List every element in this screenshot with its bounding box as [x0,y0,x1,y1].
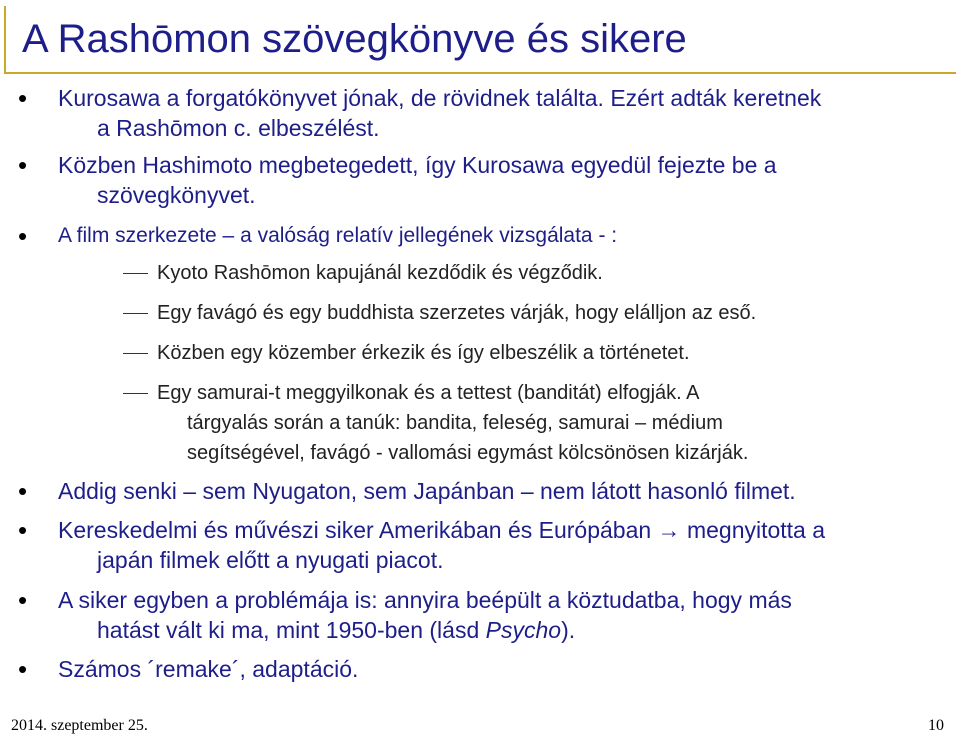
bullet-icon: • [18,654,28,684]
bullet-1-line-1: Kurosawa a forgatókönyvet jónak, de rövidnek találta. Ezért adták keretnek [58,85,822,111]
sub-bullet-dash [123,393,148,394]
sub-item-4-line-1: Egy samurai-t meggyilkonak és a tettest (banditát) elfogják. A [157,382,700,404]
bullet-icon: • [18,221,28,251]
title-rule-horizontal [4,72,956,74]
bullet-6-line-2 [97,615,575,645]
bullet-icon: • [18,585,28,615]
title-rule-vertical [4,6,6,74]
bullet-5-line-1: Kereskedelmi és művészi siker Amerikában és Európában → megnyitotta a [58,517,826,543]
sub-item-3: Közben egy közember érkezik és így elbeszélik a történetet. [157,342,690,364]
bullet-6-line-1: A siker egyben a problémája is: annyira beépült a köztudatba, hogy más [58,587,792,613]
bullet-2-line-2: szövegkönyvet. [97,182,256,208]
sub-bullet-dash [123,273,148,274]
psycho-title: Psycho [485,617,562,643]
bullet-icon: • [18,476,28,506]
sub-item-4-line-3: segítségével, favágó - vallomási egymást kölcsönösen kizárják. [187,442,749,464]
bullet-4: Addig senki – sem Nyugaton, sem Japánban – nem látott hasonló filmet. [58,478,796,504]
sub-item-4-line-2: tárgyalás során a tanúk: bandita, feleség, samurai – médium [187,412,723,434]
bullet-3: A film szerkezete – a valóság relatív jellegének vizsgálata - : [58,224,618,247]
footer-date: 2014. szeptember 25. [11,717,148,734]
bullet-icon: • [18,83,28,113]
bullet-icon: • [18,515,28,545]
slide-title: A Rashōmon szövegkönyve és sikere [22,17,687,61]
bullet-7: Számos ´remake´, adaptáció. [58,656,359,682]
page-number: 10 [928,717,944,734]
sub-bullet-dash [123,313,148,314]
bullet-2-line-1: Közben Hashimoto megbetegedett, így Kurosawa egyedül fejezte be a [58,152,777,178]
bullet-5-line-2: japán filmek előtt a nyugati piacot. [97,547,444,573]
sub-item-1: Kyoto Rashōmon kapujánál kezdődik és végződik. [157,262,603,284]
bullet-6-line-2-end: ). [561,617,576,643]
bullet-6-line-2-text: hatást vált ki ma, mint 1950-ben (lásd [97,617,486,643]
sub-item-2: Egy favágó és egy buddhista szerzetes várják, hogy elálljon az eső. [157,302,757,324]
bullet-icon: • [18,150,28,180]
sub-bullet-dash [123,353,148,354]
bullet-1-line-2: a Rashōmon c. elbeszélést. [97,115,380,141]
